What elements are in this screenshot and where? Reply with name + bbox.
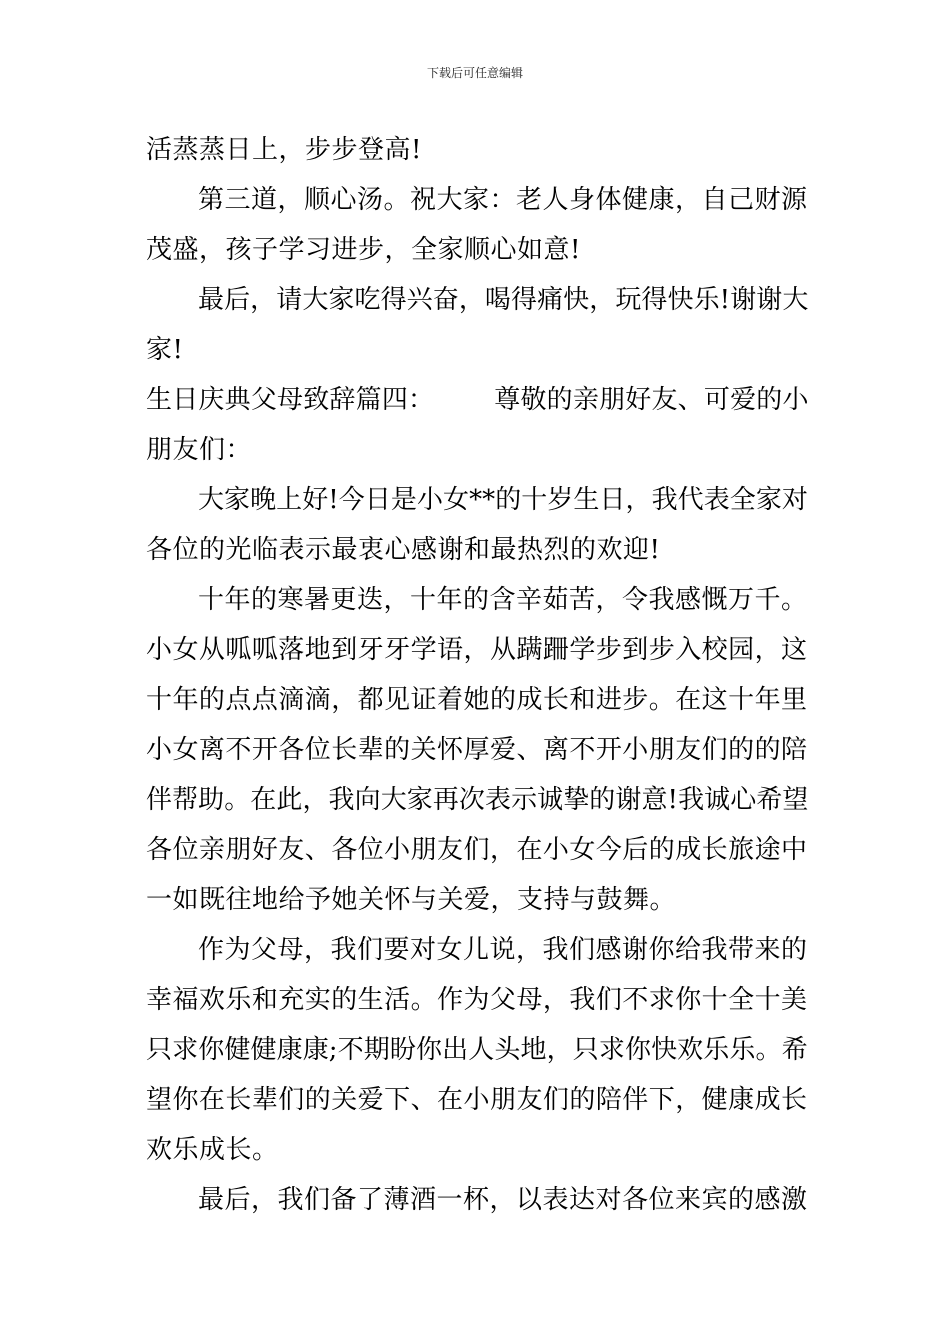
text-line: 作为父母，我们要对女儿说，我们感谢你给我带来的: [198, 935, 808, 965]
text-line: 只求你健健康康;不期盼你出人头地，只求你快欢乐乐。希: [146, 1035, 808, 1065]
text-line: 各位的光临表示最衷心感谢和最热烈的欢迎!: [146, 535, 661, 565]
text-line: 伴帮助。在此，我向大家再次表示诚挚的谢意!我诚心希望: [146, 785, 809, 815]
section-salutation: 尊敬的亲朋好友、可爱的小: [494, 385, 809, 415]
text-line: 大家晚上好!今日是小女**的十岁生日，我代表全家对: [198, 485, 808, 515]
section-title: 生日庆典父母致辞篇四：: [146, 385, 435, 415]
text-line: 小女离不开各位长辈的关怀厚爱、离不开小朋友们的的陪: [146, 735, 808, 765]
text-line: 朋友们：: [146, 435, 253, 465]
text-line: 小女从呱呱落地到牙牙学语，从蹒跚学步到步入校园，这: [146, 635, 808, 665]
text-line: 十年的点点滴滴，都见证着她的成长和进步。在这十年里: [146, 685, 808, 715]
text-line: 欢乐成长。: [146, 1135, 279, 1165]
text-line: 活蒸蒸日上，步步登高!: [146, 135, 422, 165]
text-line: 幸福欢乐和充实的生活。作为父母，我们不求你十全十美: [146, 985, 808, 1015]
page-header: 下载后可任意编辑: [426, 66, 523, 80]
text-line: 各位亲朋好友、各位小朋友们，在小女今后的成长旅途中: [146, 835, 808, 865]
text-line: 一如既往地给予她关怀与关爱，支持与鼓舞。: [146, 885, 677, 915]
text-line: 最后，请大家吃得兴奋，喝得痛快，玩得快乐!谢谢大: [198, 285, 809, 315]
text-line: 茂盛，孩子学习进步，全家顺心如意!: [146, 235, 581, 265]
text-line: 十年的寒暑更迭，十年的含辛茹苦，令我感慨万千。: [198, 585, 808, 615]
text-line: 望你在长辈们的关爱下、在小朋友们的陪伴下，健康成长: [146, 1085, 808, 1115]
text-line: 家!: [146, 335, 184, 365]
text-line: 最后，我们备了薄酒一杯，以表达对各位来宾的感激: [198, 1185, 808, 1215]
text-line: 第三道，顺心汤。祝大家：老人身体健康，自己财源: [198, 185, 808, 215]
section-heading: [146, 384, 809, 416]
